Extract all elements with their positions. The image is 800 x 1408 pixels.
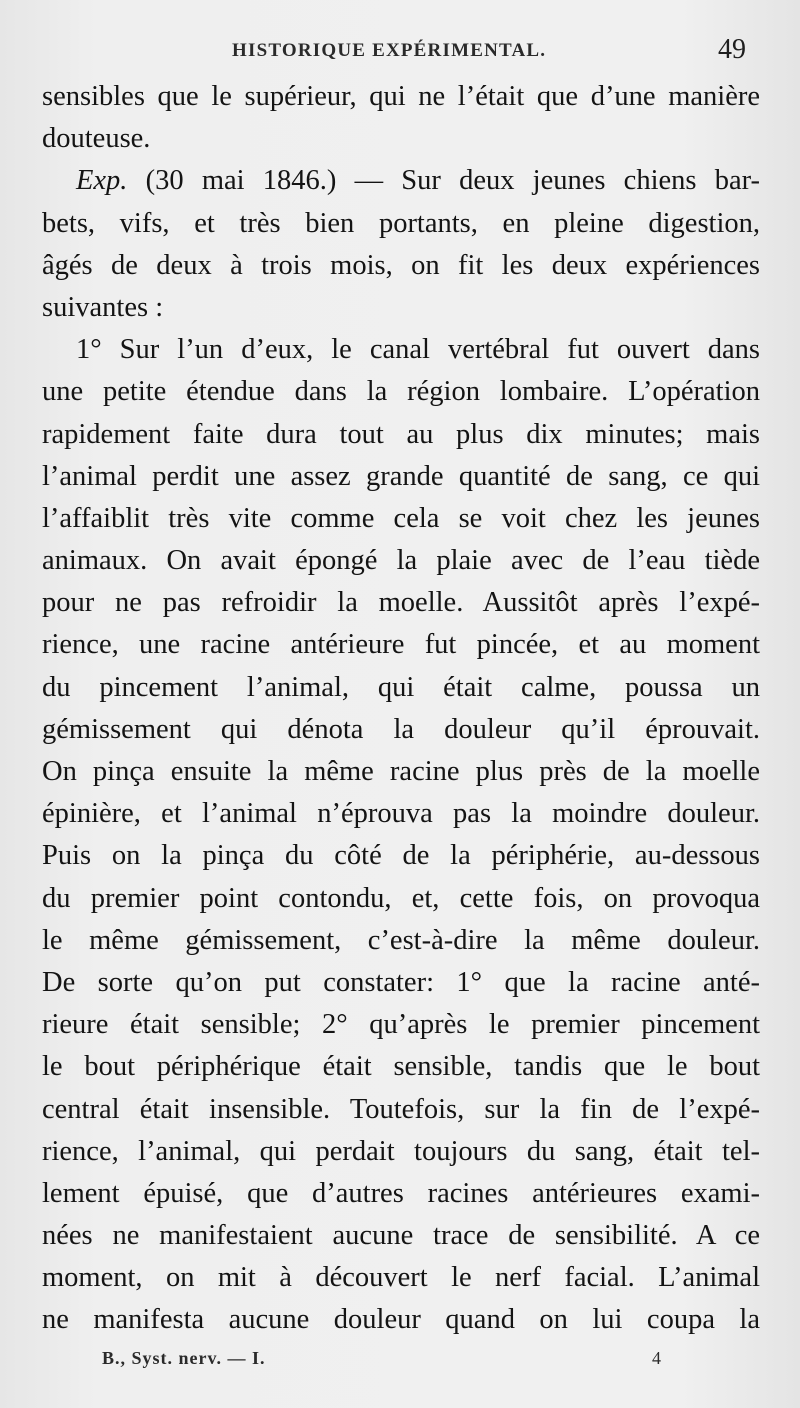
page-header [0,34,800,74]
text-line: On pinça ensuite la même racine plus près de la moelle [42,756,760,787]
text-line: le même gémissement, c’est-à-dire la même douleur. [42,924,760,956]
running-head: HISTORIQUE EXPÉRIMENTAL. [232,40,547,61]
text-line: animaux. On avait épongé la plaie avec de l’eau tiède [42,545,760,577]
text-line: moment, on mit à découvert le nerf facial. L’animal [42,1262,760,1294]
text-line: ne manifesta aucune douleur quand on lui coupa la [42,1304,760,1336]
text-line: une petite étendue dans la région lombaire. L’opération [42,376,760,408]
text-line: lement épuisé, que d’autres racines antérieures exami- [42,1177,760,1209]
text-line: âgés de deux à trois mois, on fit les deux expériences [42,249,760,281]
text-line: Puis on la pinça du côté de la périphérie, au-dessous [42,840,760,872]
page-number: 49 [718,34,746,65]
text-line-experiment [42,160,760,202]
text-line: sensibles que le supérieur, qui ne l’était que d’une manière [42,81,760,112]
text-line: le bout périphérique était sensible, tandis que le bout [42,1051,760,1083]
text-line: rapidement faite dura tout au plus dix minutes; mais [42,418,760,450]
exp-label: Exp. [76,165,128,197]
text-line: bets, vifs, et très bien portants, en pleine digestion, [42,207,760,239]
text-line: central était insensible. Toutefois, sur la fin de l’expé- [42,1093,760,1125]
page-footer [0,1348,800,1378]
text-line: du pincement l’animal, qui était calme, poussa un [42,671,760,703]
text-line: épinière, et l’animal n’éprouva pas la moindre douleur. [42,798,760,830]
text-line: De sorte qu’on put constater: 1° que la racine anté- [42,966,760,998]
text-line: du premier point contondu, et, cette fois, on provoqua [42,882,760,914]
text-line: rience, une racine antérieure fut pincée, et au moment [42,629,760,661]
experiment-date-text: (30 mai 1846.) — Sur deux jeunes chiens bar- [145,165,760,197]
text-line: 1° Sur l’un d’eux, le canal vertébral fut ouvert dans [76,334,760,366]
text-line: l’affaiblit très vite comme cela se voit chez les jeunes [42,502,760,534]
text-line: nées ne manifestaient aucune trace de sensibilité. A ce [42,1220,760,1252]
text-line: douteuse. [42,123,151,155]
text-line: gémissement qui dénota la douleur qu’il éprouvait. [42,713,760,745]
text-line: suivantes : [42,291,164,323]
signature-number: 4 [652,1348,661,1368]
text-line: rieure était sensible; 2° qu’après le premier pincement [42,1009,760,1041]
body-text [42,76,760,1342]
signature-mark: B., Syst. nerv. — I. [102,1348,266,1368]
text-line: l’animal perdit une assez grande quantité de sang, ce qui [42,460,760,492]
text-line: pour ne pas refroidir la moelle. Aussitôt après l’expé- [42,587,760,619]
text-line: rience, l’animal, qui perdait toujours du sang, était tel- [42,1135,760,1167]
